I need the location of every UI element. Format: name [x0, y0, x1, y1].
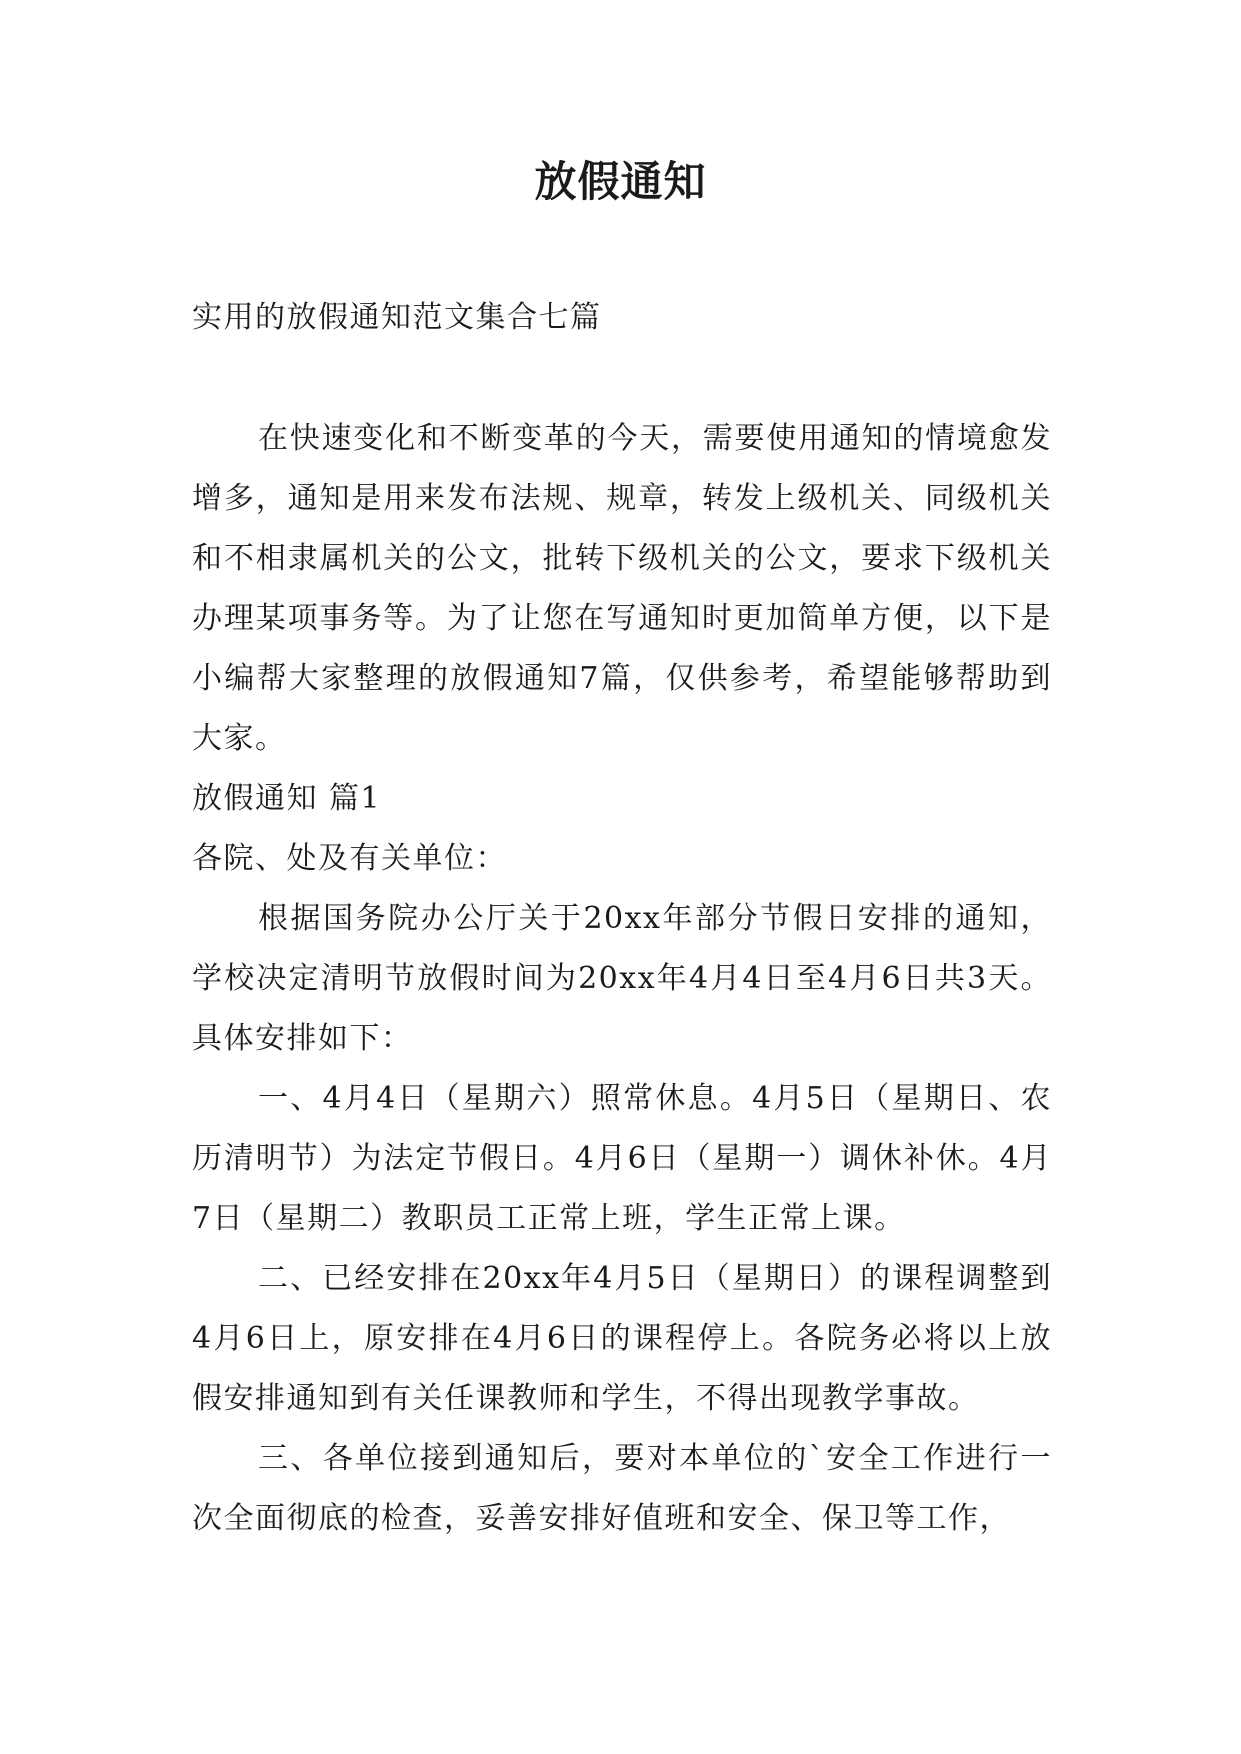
section-heading: 放假通知 篇1: [192, 781, 382, 816]
document-title: 放假通知: [534, 157, 707, 206]
intro-paragraph: 在快速变化和不断变革的今天，需要使用通知的情境愈发增多，通知是用来发布法规、规章，转发上级机关、同级机关和不相隶属机关的公文，批转下级机关的公文，要求下级机关办理某项事务等。为了让您在写通知时更加简单方便，以下是小编帮大家整理的放假通知7篇，仅供参考，希望能够帮助到大家。: [192, 421, 1052, 756]
body-paragraph: 三、各单位接到通知后，要对本单位的`安全工作进行一次全面彻底的检查，妥善安排好值班和安全、保卫等工作，: [192, 1441, 1052, 1536]
document-body: [192, 288, 1052, 1549]
document-subtitle: 实用的放假通知范文集合七篇: [192, 300, 602, 335]
body-paragraph: 二、已经安排在20xx年4月5日（星期日）的课程调整到4月6日上，原安排在4月6日的课程停上。各院务必将以上放假安排通知到有关任课教师和学生，不得出现教学事故。: [192, 1261, 1052, 1416]
body-paragraph: 一、4月4日（星期六）照常休息。4月5日（星期日、农历清明节）为法定节假日。4月6日（星期一）调休补休。4月7日（星期二）教职员工正常上班，学生正常上课。: [192, 1081, 1052, 1236]
body-paragraph: 根据国务院办公厅关于20xx年部分节假日安排的通知，学校决定清明节放假时间为20xx年4月4日至4月6日共3天。具体安排如下：: [192, 901, 1052, 1056]
salutation: 各院、处及有关单位：: [192, 841, 507, 876]
